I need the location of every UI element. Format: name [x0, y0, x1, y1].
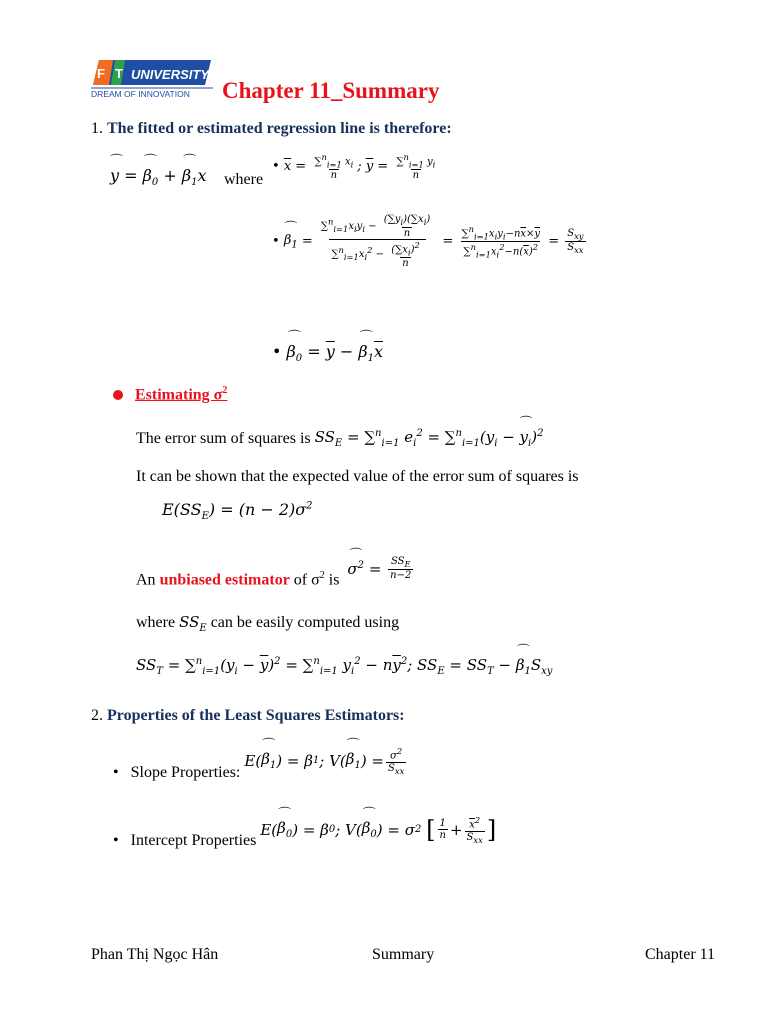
beta0-formula: • ⌒ $\beta_0 = \overline{y}$ − ⌒ $\beta_1\overline{x}$	[272, 342, 383, 364]
error-sum-line	[136, 428, 543, 449]
footer-summary: Summary	[372, 946, 435, 963]
section-2-number: 2.	[91, 707, 103, 724]
svg-text:T: T	[115, 66, 123, 81]
where-label-2: where	[136, 614, 176, 631]
slope-properties-text: • Slope Properties:	[113, 764, 241, 781]
mean-formulas: • $\overline{x}$ = $\frac{\sum^n_{i=1} x_i}{n}$ ; $\overline{y}$ = $\frac{\sum^n_{i=1} y_i}{n}$	[272, 152, 436, 182]
section-1-title: The fitted or estimated regression line is therefore:	[107, 120, 452, 137]
computed-text: can be easily computed using	[210, 614, 400, 631]
slope-properties-formula: E( ⌒ $\beta_1$ ) = β 1 ; V( ⌒ $\beta_1$ ) = $\frac{\sigma^2}{S_{xx}}$	[244, 746, 408, 775]
logo-text: UNIVERSITY	[131, 67, 210, 82]
unbiased-line-text: An unbiased estimator of $\sigma^2$ is	[136, 570, 340, 589]
footer-chapter: Chapter 11	[645, 946, 716, 963]
unbiased-estimator-line	[136, 548, 415, 589]
section-2-title: Properties of the Least Squares Estimators:	[107, 707, 405, 724]
sst-formula: $SS_T = \sum^n_{i=1}(y_i - \overline{y})^2 = \sum^n_{i=1}$ $y_i^2 - n\overline{y}^2$; $SS_E = SS_T$ − ⌒ $\beta_1S_{xy}$	[136, 656, 552, 677]
section-2-heading	[91, 707, 405, 725]
intercept-properties-formula: E( ⌒ $\beta_0$ ) = β 0 ; V( ⌒ $\beta_0$ ) = σ 2 [ $\frac{1}{n}$ + $\frac{\overline{x}^2}{S_{xx}}$ ]	[260, 815, 496, 844]
sse-formula: $SS_E = \sum^n_{i=1}$ $e_i^2 = \sum^n_{i=1}(y_i$ − ⌒ $y_i)^2$	[315, 428, 544, 449]
estimating-sigma-item	[113, 385, 227, 404]
page-title: Chapter 11_Summary	[222, 78, 440, 103]
slope-properties-item	[113, 740, 408, 782]
logo-tagline: DREAM OF INNOVATION	[91, 89, 190, 99]
fpt-university-logo	[91, 57, 213, 99]
unbiased-estimator-term: unbiased estimator	[159, 571, 290, 589]
section-1-heading	[91, 120, 452, 138]
where-sse-line	[136, 613, 399, 634]
svg-text:F: F	[97, 66, 105, 81]
beta1-formula: • ⌒ $\beta_1$ = $\sum^n_{i=1}x_iy_i$ − $\frac{(\sum y_i)(\sum x_i)}{n}$ $\sum^n_{i=1}x_i^2$ − $\frac{(\sum x_i)^2}{n}$ = $\frac{\sum^n_{i=1}x_iy_i-n\overline{x}\times\overline{y}}{\sum^n_{i=1}x_i^2-n(\overline{x})^2}$ = $\frac{S_{xy}}{S_{xx}}$	[272, 214, 588, 269]
expected-sse-formula: $E(SS_E) = (n - 2)\sigma^2$	[162, 500, 313, 523]
sigma-hat-formula: ⌒ $\sigma^2$ = $\frac{SS_E}{n-2}$	[347, 556, 415, 581]
intercept-properties-text: • Intercept Properties	[113, 832, 257, 849]
error-sum-text: The error sum of squares is	[136, 429, 311, 447]
regression-line-formula: ⌒ y = ⌒ $\beta_0$ + ⌒ $\beta_1x$	[110, 166, 206, 188]
expected-value-text: It can be shown that the expected value of the error sum of squares is	[136, 468, 579, 485]
red-bullet-icon	[113, 390, 123, 400]
estimating-sigma-label: Estimating $\sigma^2$	[135, 385, 228, 404]
where-label-1: where	[224, 171, 264, 188]
footer-author: Phan Thị Ngọc Hân	[91, 946, 219, 963]
sse-symbol: $SS_E$	[179, 613, 207, 634]
section-1-number: 1.	[91, 120, 103, 137]
intercept-properties-item	[113, 810, 496, 850]
